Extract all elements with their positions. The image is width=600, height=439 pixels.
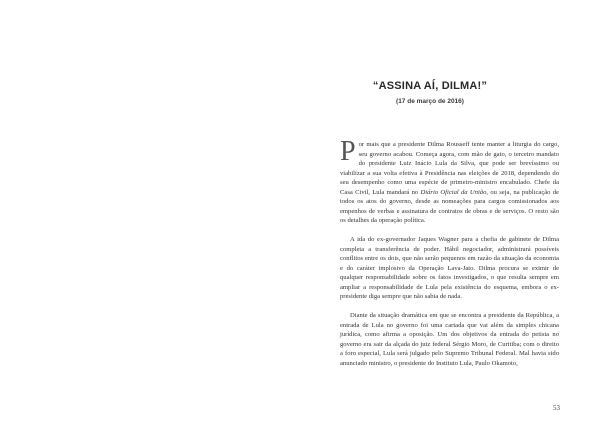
chapter-body — [340, 136, 559, 368]
paragraph-1-text: or mais que a presidente Dilma Rousseff tente manter a liturgia do cargo, seu governo acabou. Começa agora, com mão de gato, o terceiro mandato do presidente Luiz Inácio Lula da Silva, que pode ser brevíssimo ou viabilizar a sua volta efetiva à Presidência nas eleições de 2018, dependendo do seu desempenho como uma espécie de primeiro-ministro encabulado. Chefe da Casa Civil, Lula mandará no — [340, 141, 559, 196]
paragraph-1 — [340, 136, 559, 226]
paragraph-1-italic: Diário Oficial da União — [420, 188, 487, 196]
paragraph-1-text-end: , ou seja, na publicação de todos os atos do governo, desde as nomeações para cargos comissionados aos empenhos de verbas e assinatura de contratos de obras e de serviços. O resto são os detalhes da operação política. — [340, 188, 559, 224]
paragraph-2: A ida do ex-governador Jaques Wagner para a chefia de gabinete de Dilma completa a transferência de poder. Hábil negociador, administrará possíveis conflitos entre os dois, que não serão pequenos em razão da situação da economia e do caráter implosivo da Operação Lava-Jato. Dilma procura se eximir de qualquer responsabilidade sobre os fatos investigados, o que resulta sempre em ampliar a responsabilidade de Lula pela existência do esquema, embora o ex-presidente diga sempre que não sabia de nada. — [340, 236, 559, 300]
paragraph-3: Diante da situação dramática em que se encontra a presidente da República, a entrada de Lula no governo foi uma cartada que vai além da simples chicana jurídica, como afirma a oposição. Um dos objetivos da entrada do petista no governo era sair da alçada do juiz federal Sérgio Moro, de Curitiba; com o direito a foro especial, Lula será julgado pelo Supremo Tribunal Federal. Mal havia sido anunciado ministro, o presidente do Instituto Lula, Paulo Okamoto, — [340, 312, 559, 367]
page-number: 53 — [553, 404, 560, 412]
drop-cap: P — [340, 136, 356, 167]
chapter-title: “ASSINA AÍ, DILMA!” — [372, 80, 488, 92]
chapter-date: (17 de março de 2016) — [396, 98, 464, 105]
